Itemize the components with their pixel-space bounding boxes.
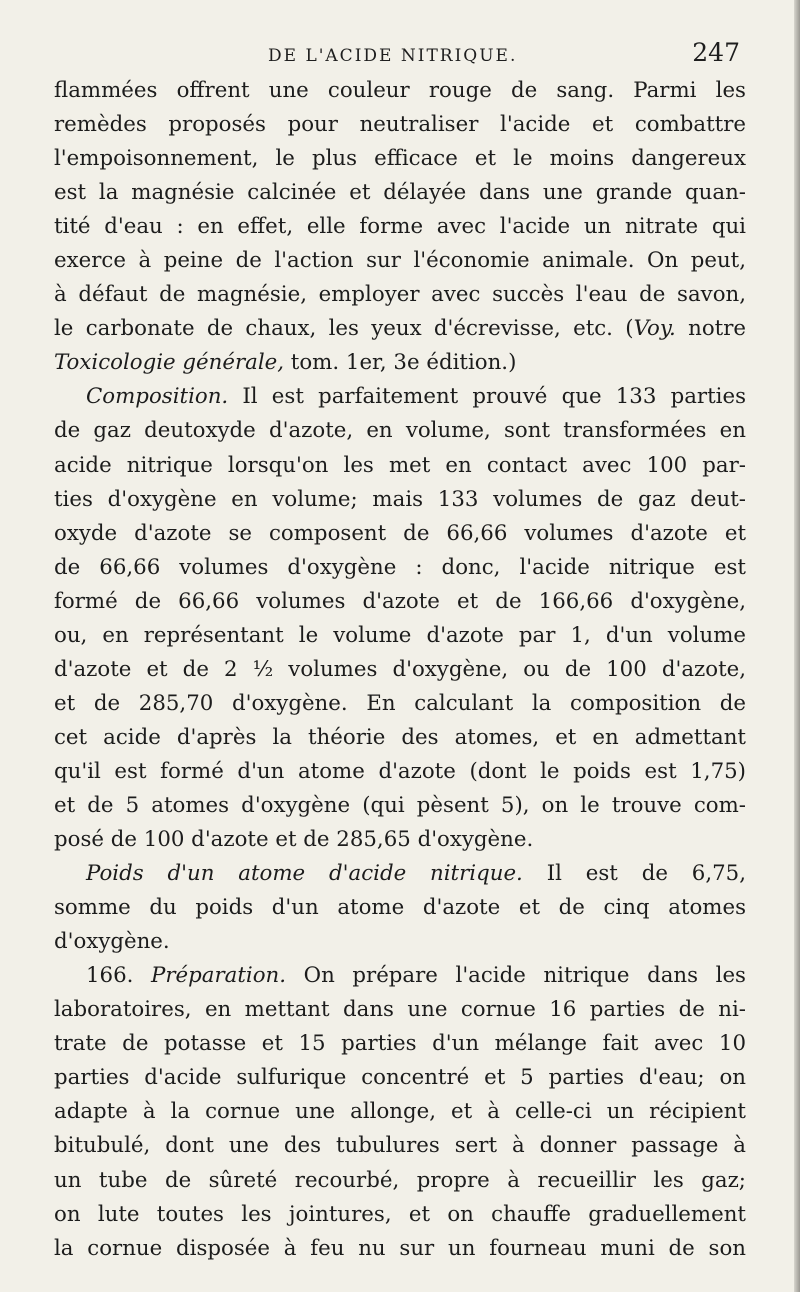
text-line: et de 5 atomes d'oxygène (qui pèsent 5), on le trouve com- [54,792,746,818]
text-line: cet acide d'après la théorie des atomes, et en admettant [54,724,746,750]
body-text [54,74,746,1266]
text-line: Poids d'un atome d'acide nitrique. Il est de 6,75, [86,861,746,887]
text-line: à défaut de magnésie, employer avec succès l'eau de savon, [54,282,746,308]
text-line: de gaz deutoxyde d'azote, en volume, sont transformées en [54,418,746,444]
scan-edge [794,0,800,1292]
text-line: Toxicologie générale, tom. 1er, 3e édition.) [54,350,517,376]
running-head: DE L'ACIDE NITRIQUE. [268,46,518,66]
text-line: posé de 100 d'azote et de 285,65 d'oxygène. [54,827,534,853]
text-line: l'empoisonnement, le plus efficace et le moins dangereux [54,146,746,172]
text-line: est la magnésie calcinée et délayée dans une grande quan- [54,180,746,206]
italic-run: Voy. [633,316,676,342]
text-line: somme du poids d'un atome d'azote et de cinq atomes [54,895,746,921]
text-line: acide nitrique lorsqu'on les met en contact avec 100 par- [54,452,746,478]
text-line: on lute toutes les jointures, et on chauffe graduellement [54,1201,746,1227]
page-number: 247 [692,38,740,67]
text-line: qu'il est formé d'un atome d'azote (dont le poids est 1,75) [54,758,746,784]
text-line: flammées offrent une couleur rouge de sang. Parmi les [54,78,746,103]
italic-run: Toxicologie générale, [54,350,285,376]
text-line: laboratoires, en mettant dans une cornue 16 parties de ni- [54,997,746,1023]
text-line: bitubulé, dont une des tubulures sert à donner passage à [54,1133,746,1159]
text-line: exerce à peine de l'action sur l'économie animale. On peut, [54,248,746,274]
text-line: le carbonate de chaux, les yeux d'écrevisse, etc. (Voy. notre [54,316,746,342]
italic-run: Préparation. [151,963,287,989]
text-line: la cornue disposée à feu nu sur un fourneau muni de son [54,1235,746,1261]
text-line: ou, en représentant le volume d'azote par 1, d'un volume [54,622,746,648]
text-line: un tube de sûreté recourbé, propre à recueillir les gaz; [54,1167,746,1193]
text-line: adapte à la cornue une allonge, et à celle-ci un récipient [54,1099,746,1125]
text-line: 166. Préparation. On prépare l'acide nitrique dans les [86,963,746,989]
text-line: formé de 66,66 volumes d'azote et de 166,66 d'oxygène, [54,588,746,614]
text-line: tité d'eau : en effet, elle forme avec l'acide un nitrate qui [54,214,746,240]
italic-run: Composition. [86,384,229,410]
text-line: de 66,66 volumes d'oxygène : donc, l'acide nitrique est [54,554,746,580]
text-line: remèdes proposés pour neutraliser l'acide et combattre [54,112,746,138]
text-line: d'oxygène. [54,929,170,955]
text-line: ties d'oxygène en volume; mais 133 volumes de gaz deut- [54,486,746,512]
italic-run: Poids d'un atome d'acide nitrique. [86,861,523,887]
text-line: d'azote et de 2 ½ volumes d'oxygène, ou de 100 d'azote, [54,656,746,682]
text-line: oxyde d'azote se composent de 66,66 volumes d'azote et [54,520,746,546]
text-line: parties d'acide sulfurique concentré et 5 parties d'eau; on [54,1065,746,1091]
text-line: Composition. Il est parfaitement prouvé que 133 parties [86,384,746,410]
text-line: et de 285,70 d'oxygène. En calculant la composition de [54,690,746,716]
text-line: trate de potasse et 15 parties d'un mélange fait avec 10 [54,1031,746,1057]
